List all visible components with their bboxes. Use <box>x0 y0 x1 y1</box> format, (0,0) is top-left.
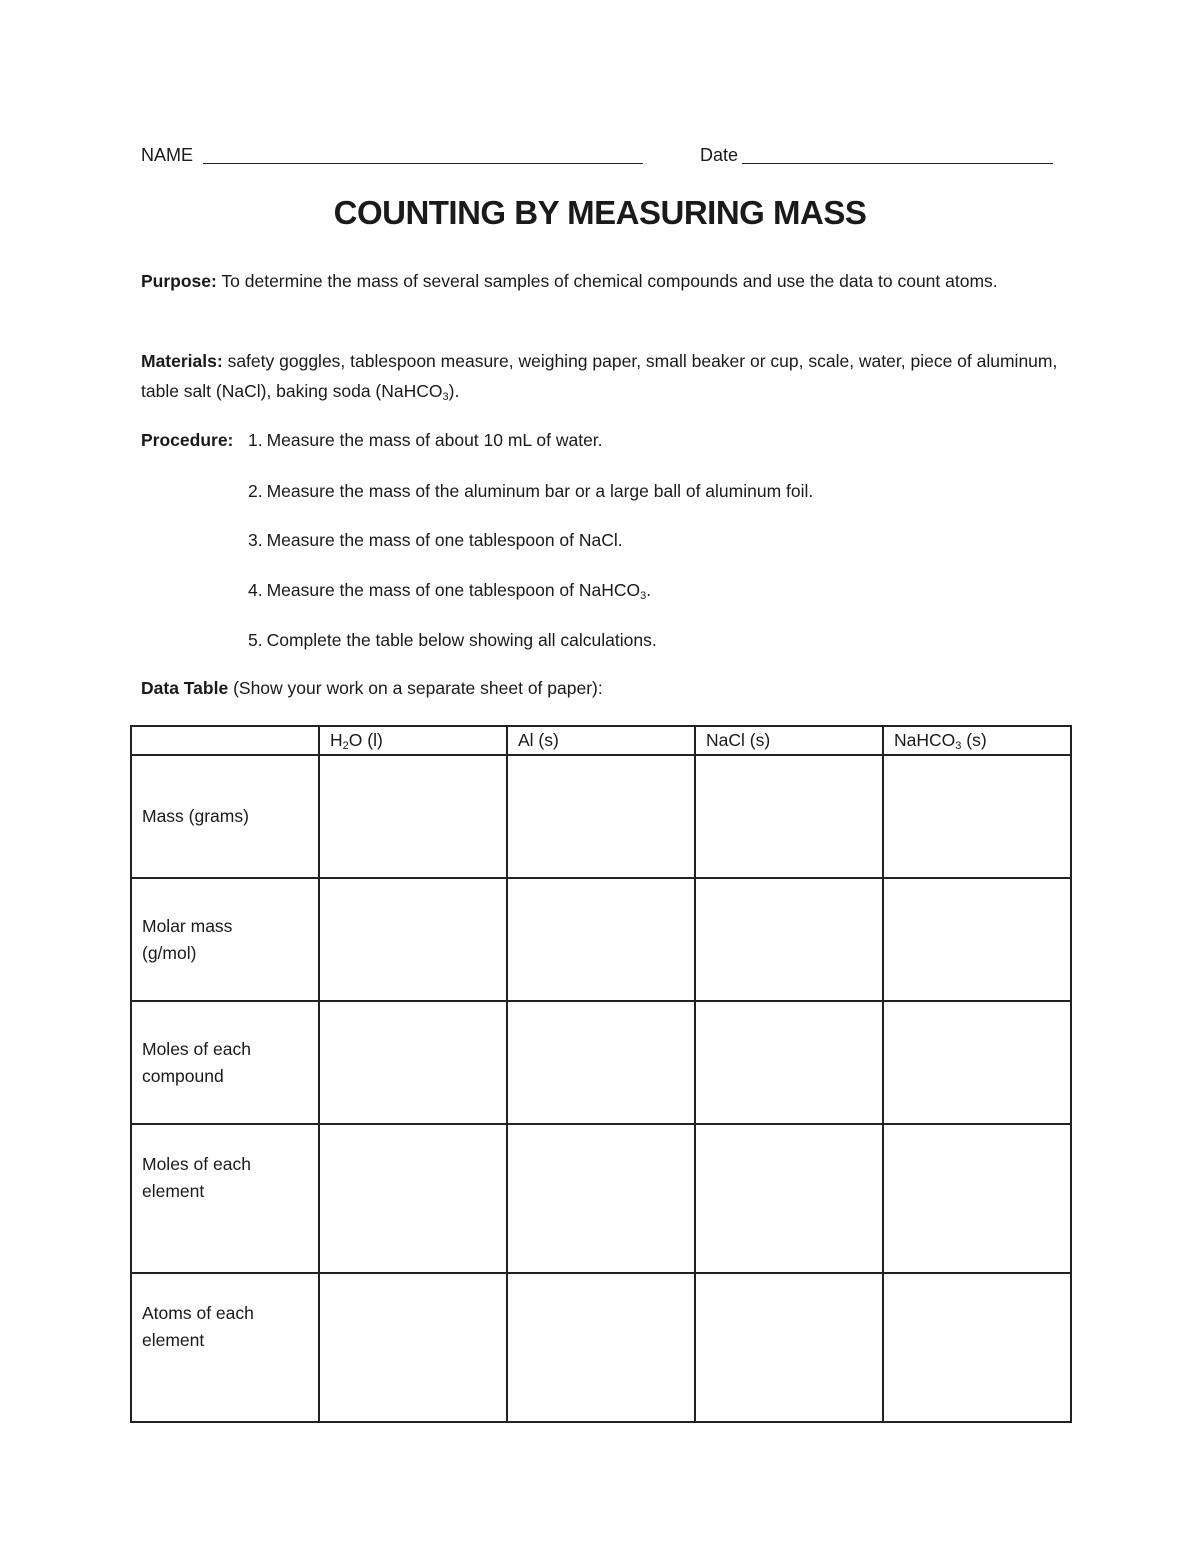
step-number: 5. <box>248 630 263 650</box>
procedure-step <box>248 528 623 552</box>
step-text-end: . <box>646 580 652 600</box>
subscript: 3 <box>442 391 449 403</box>
step-text: Measure the mass of one tablespoon of NaHCO <box>266 580 641 600</box>
table-cell[interactable] <box>507 1001 695 1124</box>
step-number: 4. <box>248 580 263 600</box>
table-cell[interactable] <box>883 1001 1071 1124</box>
step-number: 1. <box>248 430 263 450</box>
table-cell[interactable] <box>507 1273 695 1422</box>
column-header-al: Al (s) <box>507 726 695 755</box>
materials-text-end: ). <box>448 381 460 401</box>
table-cell[interactable] <box>319 1273 507 1422</box>
subscript: 3 <box>640 590 647 602</box>
column-header-h2o: $H_2O$ (l) <box>319 726 507 755</box>
table-cell[interactable] <box>883 1124 1071 1273</box>
name-field[interactable] <box>203 146 643 164</box>
table-row <box>131 878 1071 1001</box>
step-number: 2. <box>248 481 263 501</box>
table-cell[interactable] <box>319 1001 507 1124</box>
table-cell[interactable] <box>695 1273 883 1422</box>
table-cell[interactable] <box>507 878 695 1001</box>
page-title: COUNTING BY MEASURING MASS <box>333 194 867 231</box>
table-row <box>131 1124 1071 1273</box>
table-cell[interactable] <box>695 1001 883 1124</box>
table-row <box>131 1001 1071 1124</box>
materials-label: Materials: <box>141 351 223 371</box>
row-label: Atoms of each element <box>131 1273 319 1422</box>
table-cell[interactable] <box>695 878 883 1001</box>
name-label: NAME <box>141 145 194 165</box>
row-label: Molar mass (g/mol) <box>131 878 319 1001</box>
procedure-step <box>248 479 813 503</box>
procedure-label: Procedure: <box>141 430 234 450</box>
table-row <box>131 755 1071 878</box>
table-cell[interactable] <box>319 755 507 878</box>
table-caption-text: (Show your work on a separate sheet of paper): <box>233 678 603 698</box>
table-row <box>131 1273 1071 1422</box>
table-caption-label: Data Table <box>141 678 229 698</box>
data-table <box>130 725 1072 1423</box>
step-text: Complete the table below showing all calculations. <box>266 630 657 650</box>
step-text: Measure the mass of about 10 mL of water. <box>266 430 603 450</box>
table-cell[interactable] <box>507 1124 695 1273</box>
step-number: 3. <box>248 530 263 550</box>
materials-paragraph <box>141 346 1061 406</box>
purpose-paragraph <box>141 266 1061 296</box>
table-cell[interactable] <box>883 755 1071 878</box>
row-label: Mass (grams) <box>131 755 319 878</box>
step-text: Measure the mass of the aluminum bar or a large ball of aluminum foil. <box>266 481 814 501</box>
purpose-text: To determine the mass of several samples of chemical compounds and use the data to count atoms. <box>221 271 998 291</box>
procedure-step <box>248 428 603 452</box>
row-label: Moles of each element <box>131 1124 319 1273</box>
table-cell[interactable] <box>319 1124 507 1273</box>
table-cell[interactable] <box>695 1124 883 1273</box>
column-header-nacl: NaCl (s) <box>695 726 883 755</box>
table-cell[interactable] <box>507 755 695 878</box>
purpose-label: Purpose: <box>141 271 217 291</box>
materials-text: safety goggles, tablespoon measure, weighing paper, small beaker or cup, scale, water, piece of aluminum, table salt (NaCl), baking soda (NaHCO <box>141 351 1058 401</box>
table-header-row <box>131 726 1071 755</box>
table-cell[interactable] <box>883 1273 1071 1422</box>
date-field[interactable] <box>742 146 1053 164</box>
row-label: Moles of each compound <box>131 1001 319 1124</box>
date-label: Date <box>700 145 739 165</box>
column-header-nahco3: NaHCO$_3$ (s) <box>883 726 1071 755</box>
table-corner-cell <box>131 726 319 755</box>
table-cell[interactable] <box>883 878 1071 1001</box>
table-cell[interactable] <box>319 878 507 1001</box>
procedure-step <box>248 628 657 652</box>
table-cell[interactable] <box>695 755 883 878</box>
procedure-step <box>248 578 651 602</box>
step-text: Measure the mass of one tablespoon of NaCl. <box>266 530 623 550</box>
table-caption <box>141 678 603 699</box>
